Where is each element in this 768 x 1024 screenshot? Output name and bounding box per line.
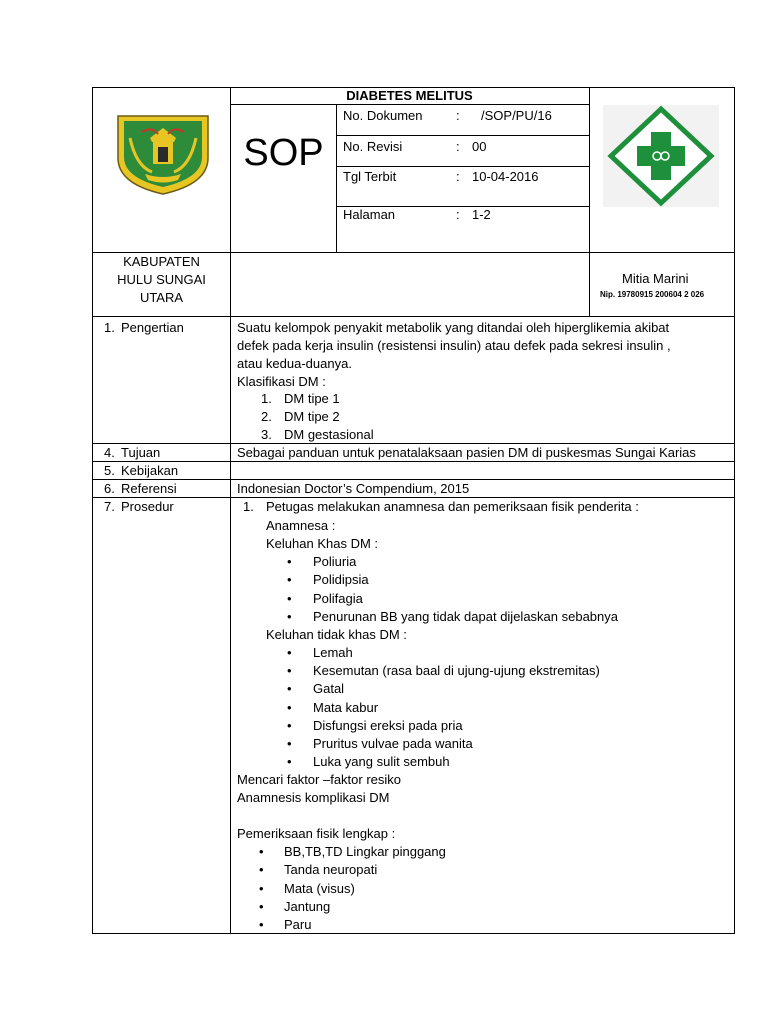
- tujuan-text: Sebagai panduan untuk penatalaksaan pasien DM di puskesmas Sungai Karias: [237, 445, 696, 460]
- signatory-nip: Nip. 19780915 200604 2 026: [600, 290, 705, 299]
- pengertian-text-line1: Suatu kelompok penyakit metabolik yang ditandai oleh hiperglikemia akibat: [237, 320, 670, 335]
- keluhan-khas-item: Penurunan BB yang tidak dapat dijelaskan sebabnya: [313, 609, 618, 624]
- meta-colon-halaman: :: [456, 207, 460, 222]
- meta-colon-no-dokumen: :: [456, 108, 460, 123]
- prosedur-step-text: Petugas melakukan anamnesa dan pemeriksaan fisik penderita :: [266, 499, 639, 514]
- keluhan-khas-item: Polidipsia: [313, 572, 369, 587]
- table-border-bottom: [92, 933, 735, 934]
- document-title: DIABETES MELITUS: [346, 88, 473, 103]
- pemeriksaan-fisik-item: Jantung: [284, 899, 331, 914]
- section-label-tujuan: Tujuan: [121, 445, 161, 460]
- bullet-icon: •: [287, 645, 292, 660]
- sop-divider: [336, 104, 337, 252]
- komplikasi-text: Anamnesis komplikasi DM: [237, 790, 390, 805]
- prosedur-step-number: 1.: [243, 499, 254, 514]
- bullet-icon: •: [259, 844, 264, 859]
- klasifikasi-title: Klasifikasi DM :: [237, 374, 326, 389]
- keluhan-tidak-khas-item: Pruritus vulvae pada wanita: [313, 736, 473, 751]
- bullet-icon: •: [259, 881, 264, 896]
- regency-name-line3: UTARA: [139, 290, 184, 305]
- regency-name-line1: KABUPATEN: [123, 254, 200, 269]
- signature-row-divider: [92, 316, 735, 317]
- bullet-icon: •: [259, 862, 264, 877]
- meta-value-no-revisi: 00: [472, 139, 487, 154]
- bullet-icon: •: [287, 718, 292, 733]
- keluhan-tidak-khas-item: Disfungsi ereksi pada pria: [313, 718, 463, 733]
- table-border-right: [734, 87, 735, 934]
- regency-crest-icon: [112, 108, 214, 196]
- meta-label-no-dokumen: No. Dokumen: [343, 108, 423, 123]
- meta-colon-tgl-terbit: :: [456, 169, 460, 184]
- keluhan-tidak-khas-item: Luka yang sulit sembuh: [313, 754, 450, 769]
- signatory-name: Mitia Marini: [622, 271, 689, 286]
- bullet-icon: •: [287, 700, 292, 715]
- meta-value-no-dokumen: /SOP/PU/16: [481, 108, 552, 123]
- referensi-text: Indonesian Doctor’s Compendium, 2015: [237, 481, 470, 496]
- table-border-left: [92, 87, 93, 934]
- bullet-icon: •: [259, 899, 264, 914]
- meta-value-tgl-terbit: 10-04-2016: [472, 169, 539, 184]
- regency-name-line2: HULU SUNGAI: [117, 272, 206, 287]
- keluhan-tidak-khas-title: Keluhan tidak khas DM :: [266, 627, 407, 642]
- bullet-icon: •: [287, 591, 292, 606]
- keluhan-khas-item: Poliuria: [313, 554, 357, 569]
- pemeriksaan-fisik-item: Tanda neuropati: [284, 862, 378, 877]
- meta-colon-no-revisi: :: [456, 139, 460, 154]
- keluhan-tidak-khas-item: Mata kabur: [313, 700, 379, 715]
- section-number-kebijakan: 5.: [104, 463, 115, 478]
- pemeriksaan-fisik-item: BB,TB,TD Lingkar pinggang: [284, 844, 446, 859]
- sop-label: SOP: [243, 132, 324, 174]
- section-label-referensi: Referensi: [121, 481, 177, 496]
- section-number-referensi: 6.: [104, 481, 115, 496]
- bullet-icon: •: [287, 609, 292, 624]
- section-number-pengertian: 1.: [104, 320, 115, 335]
- faktor-resiko-text: Mencari faktor –faktor resiko: [237, 772, 402, 787]
- section-label-prosedur: Prosedur: [121, 499, 174, 514]
- bullet-icon: •: [287, 681, 292, 696]
- bullet-icon: •: [287, 554, 292, 569]
- meta-label-tgl-terbit: Tgl Terbit: [343, 169, 397, 184]
- klasifikasi-item: DM tipe 2: [284, 409, 340, 424]
- section-label-pengertian: Pengertian: [121, 320, 184, 335]
- bullet-icon: •: [287, 736, 292, 751]
- anamnesa-label: Anamnesa :: [266, 518, 336, 533]
- keluhan-tidak-khas-item: Lemah: [313, 645, 353, 660]
- pengertian-text-line3: atau kedua-duanya.: [237, 356, 352, 371]
- section-label-kebijakan: Kebijakan: [121, 463, 179, 478]
- keluhan-tidak-khas-item: Gatal: [313, 681, 345, 696]
- pemeriksaan-fisik-title: Pemeriksaan fisik lengkap :: [237, 826, 396, 841]
- column-divider-right: [589, 87, 590, 317]
- keluhan-khas-title: Keluhan Khas DM :: [266, 536, 379, 551]
- klasifikasi-number: 3.: [261, 427, 272, 442]
- bullet-icon: •: [287, 663, 292, 678]
- meta-label-halaman: Halaman: [343, 207, 396, 222]
- keluhan-khas-item: Polifagia: [313, 591, 363, 606]
- pemeriksaan-fisik-item: Mata (visus): [284, 881, 355, 896]
- pengertian-text-line2: defek pada kerja insulin (resistensi insulin) atau defek pada sekresi insulin ,: [237, 338, 671, 353]
- column-divider-left: [230, 87, 231, 934]
- keluhan-tidak-khas-item: Kesemutan (rasa baal di ujung-ujung ekstremitas): [313, 663, 600, 678]
- klasifikasi-item: DM tipe 1: [284, 391, 340, 406]
- meta-value-halaman: 1-2: [472, 207, 491, 222]
- section-number-prosedur: 7.: [104, 499, 115, 514]
- klasifikasi-number: 2.: [261, 409, 272, 424]
- bullet-icon: •: [287, 572, 292, 587]
- meta-divider-2: [336, 166, 589, 167]
- klasifikasi-number: 1.: [261, 391, 272, 406]
- section-number-tujuan: 4.: [104, 445, 115, 460]
- bullet-icon: •: [287, 754, 292, 769]
- meta-divider-1: [336, 135, 589, 136]
- pemeriksaan-fisik-item: Paru: [284, 917, 312, 932]
- puskesmas-cross-icon: [603, 105, 719, 207]
- meta-label-no-revisi: No. Revisi: [343, 139, 403, 154]
- bullet-icon: •: [259, 917, 264, 932]
- klasifikasi-item: DM gestasional: [284, 427, 374, 442]
